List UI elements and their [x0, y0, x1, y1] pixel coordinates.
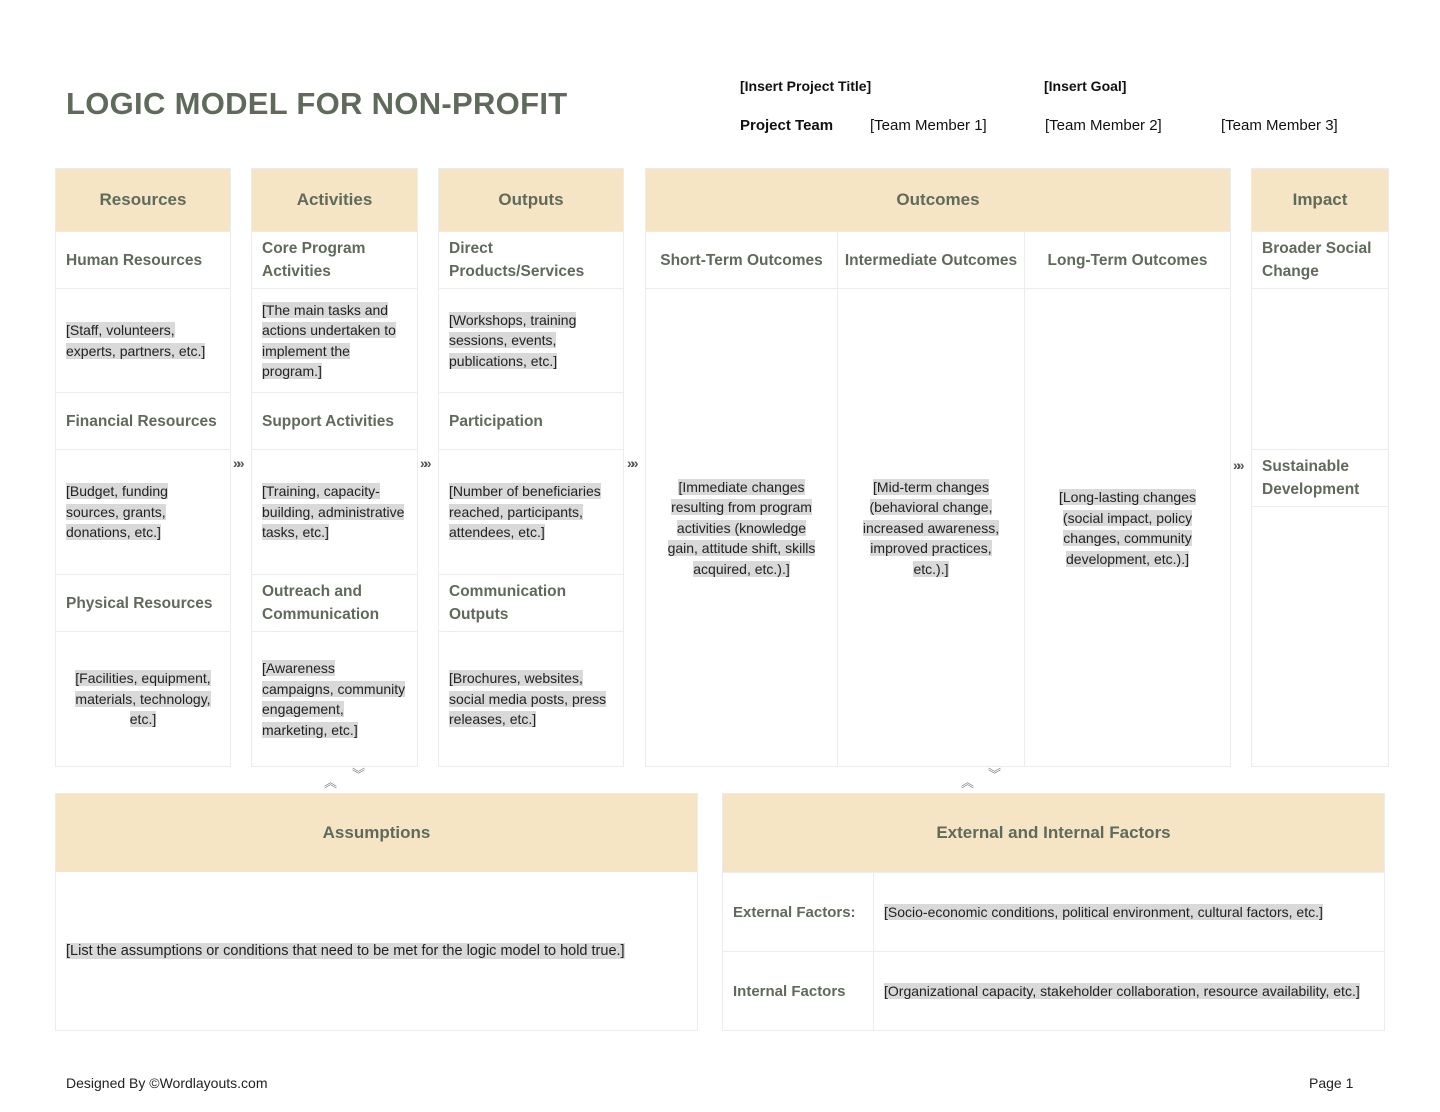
outreach-label: Outreach and Communication — [262, 583, 380, 623]
activities-column — [251, 168, 418, 767]
communication-outputs-label: Communication Outputs — [449, 583, 567, 623]
physical-resources-input-cell[interactable] — [56, 631, 230, 766]
intermediate-outcomes-label: Intermediate Outcomes — [844, 251, 1018, 269]
chevron-right-icon: »» — [627, 455, 635, 471]
support-activities-input-cell[interactable] — [252, 449, 417, 574]
internal-factors-placeholder[interactable]: [Organizational capacity, stakeholder collaboration, resource availability, etc.] — [884, 983, 1360, 999]
long-term-outcomes-input-cell[interactable] — [1025, 288, 1230, 767]
page-number: Page 1 — [1309, 1075, 1354, 1091]
direct-products-label: Direct Products/Services — [449, 240, 585, 280]
external-factors-placeholder[interactable]: [Socio-economic conditions, political environment, cultural factors, etc.] — [884, 904, 1323, 920]
chevron-up-icon: ︽ — [961, 775, 975, 790]
short-term-outcomes-label: Short-Term Outcomes — [660, 251, 823, 269]
resources-heading: Resources — [56, 169, 230, 231]
short-term-outcomes-placeholder[interactable]: [Immediate changes resulting from program activities (knowledge gain, attitude shift, skills acquired, etc.).] — [667, 478, 816, 577]
financial-resources-placeholder[interactable]: [Budget, funding sources, grants, donations, etc.] — [66, 483, 168, 541]
external-factors-label: External Factors: — [733, 903, 856, 921]
financial-resources-label-cell — [56, 392, 230, 449]
physical-resources-label: Physical Resources — [66, 594, 213, 612]
intermediate-outcomes-placeholder[interactable]: [Mid-term changes (behavioral change, increased awareness, improved practices, etc.).] — [862, 478, 1000, 577]
short-term-outcomes-column — [646, 231, 837, 767]
communication-outputs-label-cell — [439, 574, 623, 631]
communication-outputs-input-cell[interactable] — [439, 631, 623, 766]
activities-heading: Activities — [252, 169, 417, 231]
participation-input-cell[interactable] — [439, 449, 623, 574]
internal-factors-row — [723, 951, 1384, 1030]
core-activities-placeholder[interactable]: [The main tasks and actions undertaken to implement the program.] — [262, 301, 396, 379]
internal-factors-input-cell[interactable] — [874, 952, 1384, 1030]
outreach-placeholder[interactable]: [Awareness campaigns, community engagement, marketing, etc.] — [262, 660, 406, 738]
support-activities-label-cell — [252, 392, 417, 449]
external-factors-input-cell[interactable] — [874, 873, 1384, 951]
chevron-right-icon: »» — [1233, 457, 1241, 473]
intermediate-outcomes-input-cell[interactable] — [838, 288, 1024, 767]
short-term-outcomes-input-cell[interactable] — [646, 288, 837, 767]
physical-resources-placeholder[interactable]: [Facilities, equipment, materials, technology, etc.] — [75, 670, 211, 728]
participation-label-cell — [439, 392, 623, 449]
support-activities-label: Support Activities — [262, 412, 395, 430]
team-member-1-field[interactable]: [Team Member 1] — [870, 117, 987, 134]
outputs-column — [438, 168, 624, 767]
direct-products-placeholder[interactable]: [Workshops, training sessions, events, publications, etc.] — [449, 311, 577, 369]
team-member-3-field[interactable]: [Team Member 3] — [1221, 117, 1338, 134]
outreach-input-cell[interactable] — [252, 631, 417, 766]
sustainable-development-input-cell[interactable] — [1252, 506, 1388, 765]
communication-outputs-placeholder[interactable]: [Brochures, websites, social media posts, press releases, etc.] — [449, 670, 607, 728]
page-title: LOGIC MODEL FOR NON-PROFIT — [66, 86, 568, 121]
assumptions-placeholder[interactable]: [List the assumptions or conditions that need to be met for the logic model to hold true.] — [66, 942, 625, 959]
human-resources-placeholder[interactable]: [Staff, volunteers, experts, partners, etc.] — [66, 322, 206, 359]
chevron-down-icon: ︾ — [352, 767, 366, 782]
participation-placeholder[interactable]: [Number of beneficiaries reached, participants, attendees, etc.] — [449, 483, 601, 541]
participation-label: Participation — [449, 412, 543, 430]
chevron-up-icon: ︽ — [324, 775, 338, 790]
core-activities-input-cell[interactable] — [252, 288, 417, 392]
core-activities-label-cell — [252, 231, 417, 288]
long-term-outcomes-column — [1024, 231, 1230, 767]
goal-field[interactable]: [Insert Goal] — [1044, 78, 1127, 94]
physical-resources-label-cell — [56, 574, 230, 631]
assumptions-heading: Assumptions — [56, 794, 697, 872]
factors-heading: External and Internal Factors — [723, 794, 1384, 872]
financial-resources-label: Financial Resources — [66, 412, 217, 430]
direct-products-input-cell[interactable] — [439, 288, 623, 392]
outreach-label-cell — [252, 574, 417, 631]
sustainable-development-label-cell — [1252, 449, 1388, 506]
chevron-right-icon: »» — [233, 455, 241, 471]
internal-factors-label: Internal Factors — [733, 982, 846, 1000]
broader-social-change-label-cell — [1252, 231, 1388, 288]
intermediate-outcomes-column — [837, 231, 1024, 767]
human-resources-input-cell[interactable] — [56, 288, 230, 392]
direct-products-label-cell — [439, 231, 623, 288]
impact-column — [1251, 168, 1389, 767]
impact-heading: Impact — [1252, 169, 1388, 231]
broader-social-change-input-cell[interactable] — [1252, 288, 1388, 449]
chevron-right-icon: »» — [420, 455, 428, 471]
footer-credit: Designed By ©Wordlayouts.com — [66, 1075, 268, 1091]
financial-resources-input-cell[interactable] — [56, 449, 230, 574]
external-factors-row — [723, 872, 1384, 951]
outputs-heading: Outputs — [439, 169, 623, 231]
human-resources-label: Human Resources — [66, 251, 203, 269]
human-resources-label-cell — [56, 231, 230, 288]
chevron-down-icon: ︾ — [988, 767, 1002, 782]
assumptions-input-cell[interactable] — [56, 872, 697, 1030]
project-team-label: Project Team — [740, 117, 834, 134]
long-term-outcomes-placeholder[interactable]: [Long-lasting changes (social impact, policy changes, community development, etc.).] — [1059, 489, 1196, 567]
project-title-field[interactable]: [Insert Project Title] — [740, 78, 872, 94]
broader-social-change-label: Broader Social Change — [1262, 240, 1372, 280]
outcomes-heading: Outcomes — [646, 169, 1230, 231]
outcomes-column — [645, 168, 1231, 767]
team-member-2-field[interactable]: [Team Member 2] — [1045, 117, 1162, 134]
resources-column — [55, 168, 231, 767]
core-activities-label: Core Program Activities — [262, 240, 366, 280]
long-term-outcomes-label: Long-Term Outcomes — [1047, 251, 1208, 269]
sustainable-development-label: Sustainable Development — [1262, 458, 1360, 498]
support-activities-placeholder[interactable]: [Training, capacity-building, administrative tasks, etc.] — [262, 483, 405, 541]
assumptions-box — [55, 793, 698, 1031]
factors-box — [722, 793, 1385, 1031]
